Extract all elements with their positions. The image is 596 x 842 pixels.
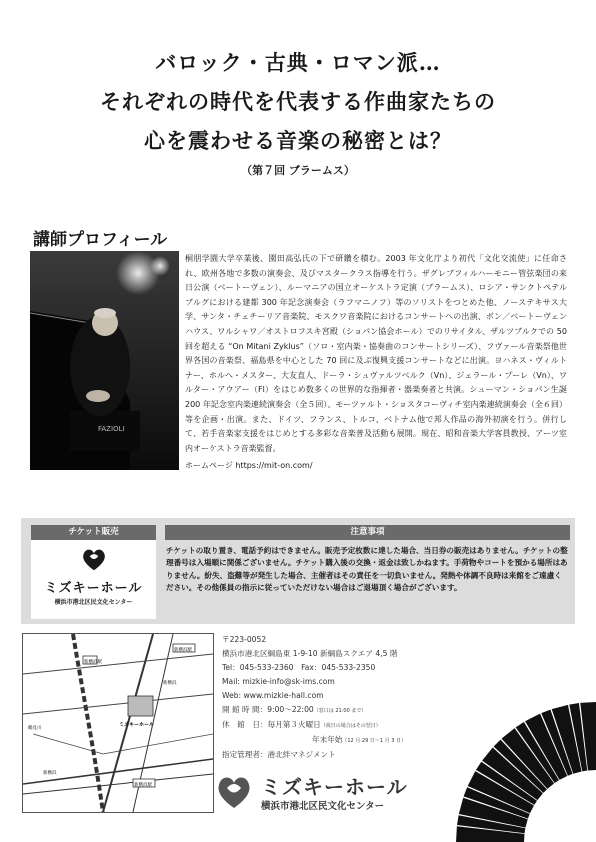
opening-hours-note: （窓口は 21:00 まで） bbox=[313, 708, 367, 714]
closed-days-note: （祝日の場合はその翌日） bbox=[320, 723, 381, 729]
closed-days: 休 館 日：毎月第３火曜日 bbox=[222, 720, 321, 729]
opening-hours: 開 館 時 間：9:00～22:00 bbox=[222, 705, 314, 714]
headline-line-3: 心を震わせる音楽の秘密とは？ bbox=[144, 128, 452, 153]
venue-info bbox=[222, 633, 452, 762]
ticket-logo-name: ミズキーホール bbox=[44, 581, 143, 596]
map-label-4: 鶴見川 bbox=[28, 726, 42, 731]
mail-address[interactable]: Mail: mizkie-info@sk-ims.com bbox=[222, 677, 335, 686]
lecturer-portrait bbox=[30, 251, 179, 470]
tel-fax: Tel：045-533-2360 Fax：045-533-2350 bbox=[222, 663, 376, 672]
address-line: 横浜市港北区綱島東 1-9-10 新綱島スクエア 4,5 階 bbox=[222, 649, 398, 658]
ticket-logo-sub: 横浜市港北区民文化センター bbox=[54, 599, 133, 606]
notes-text: チケットの取り置き、電話予約はできません。販売予定枚数に達した場合、当日券の販売はありません。チケットの整理番号は入場順に関係ございません。チケット購入後の交換・返金は致しかねます。手荷物やコートを預かる場所はありません。紛失、盗難等が発生した場合、主催者はその責任を一切負いません。発熱や体調不良時は来館をご遠慮ください。その他係員の指示に従っていただけない場合はご退場頂く場合がございます。 bbox=[166, 546, 568, 593]
map-label-hall: ミズキーホール bbox=[119, 722, 154, 728]
access-map bbox=[22, 633, 214, 813]
subtitle: （第７回 ブラームス） bbox=[241, 164, 355, 177]
lecturer-bio: 桐朋学園大学卒業後、園田高弘氏の下で研鑽を積む。2003 年文化庁より初代「文化交流使」に任命され、欧州各地で多数の演奏会、及びマスタークラス指導を行う。ザグレブフィルハーモニー管弦楽団の来日公演（ベートーヴェン）、ルーマニアの国立オーケストラ定演（ブラームス）、ロシア・サンクトペテルブルグにおける建都 300 年記念演奏会（ラフマニノフ）等のソリストをつとめた他、ノーステキサス大学、サンタ・チェチーリア音楽院、モスクワ音楽院におけるコンサートへの出演、ボン／ベートーヴェンハウス、ワルシャワ／オストロフスキ宮殿（ショパン協会ホール）でのリサイタル、ザルツブルクでの 50 回を超える “On Mitani Zyklus”（ソロ・室内楽・協奏曲のコンサートシリーズ）、フヴァール音楽祭他世界各国の音楽祭、福島県を中心とした 70 回に及ぶ復興支援コンサートなどに出演。ヨハネス・ヴィルトナー、ホルヘ・メスター、大友直人、ドーラ・シュヴァルツベルク（Vn）、ジェラール・プーレ（Vn）、ワルター・アウアー（Fl）をはじめ数多くの世界的な指揮者・器楽奏者と共演。シューマン・ショパン生誕 200 年記念室内楽連続演奏会（全５回）、モーツァルト・ショスタコーヴィチ室内楽連続演奏会（全６回）等を企画・出演。また、ドイツ、フランス、トルコ、ベトナム他で邦人作品の海外初演を行う。併行して、若手音楽家支援をはじめとする多彩な音楽普及活動も展開。現在、昭和音楽大学客員教授、アーツ室内オーケストラ音楽監督。 bbox=[185, 254, 567, 453]
map-label-3: 新横浜駅 bbox=[134, 783, 152, 788]
footer-logo-name: ミズキーホール bbox=[261, 775, 408, 799]
ticket-panel bbox=[31, 525, 156, 619]
map-label-1: 新横浜駅 bbox=[84, 660, 102, 665]
mizkie-logo-icon bbox=[80, 545, 108, 573]
homepage-link[interactable]: ホームページ https://mit-on.com/ bbox=[185, 461, 313, 470]
map-label-5: 新横浜 bbox=[163, 681, 177, 686]
piano-brand-text: FAZIOLI bbox=[98, 425, 125, 433]
headline-line-2: それぞれの時代を代表する作曲家たちの bbox=[100, 89, 496, 114]
footer-logo bbox=[214, 771, 444, 811]
profile-heading: 講師プロフィール bbox=[33, 230, 168, 250]
ticket-logo bbox=[31, 545, 156, 606]
manager: 指定管理者：港北絆マネジメント bbox=[222, 750, 336, 759]
map-label-2: 新横浜駅 bbox=[174, 648, 192, 653]
footer-logo-sub: 横浜市港北区民文化センター bbox=[261, 801, 385, 812]
headline-line-1: バロック・古典・ロマン派… bbox=[155, 50, 441, 75]
postal-code: 〒223-0052 bbox=[222, 635, 267, 644]
notes-header: 注意事項 bbox=[165, 525, 570, 540]
web-address[interactable]: Web: www.mizkie-hall.com bbox=[222, 691, 324, 700]
ticket-header: チケット販売 bbox=[31, 525, 156, 540]
year-end-note: （12 月 29 日～1 月 3 日） bbox=[342, 738, 406, 744]
piano-keys-decoration bbox=[450, 650, 596, 842]
map-label-6: 新横浜 bbox=[43, 771, 57, 776]
mizkie-logo-icon bbox=[214, 771, 254, 811]
year-end: 年末年始 bbox=[312, 735, 343, 744]
